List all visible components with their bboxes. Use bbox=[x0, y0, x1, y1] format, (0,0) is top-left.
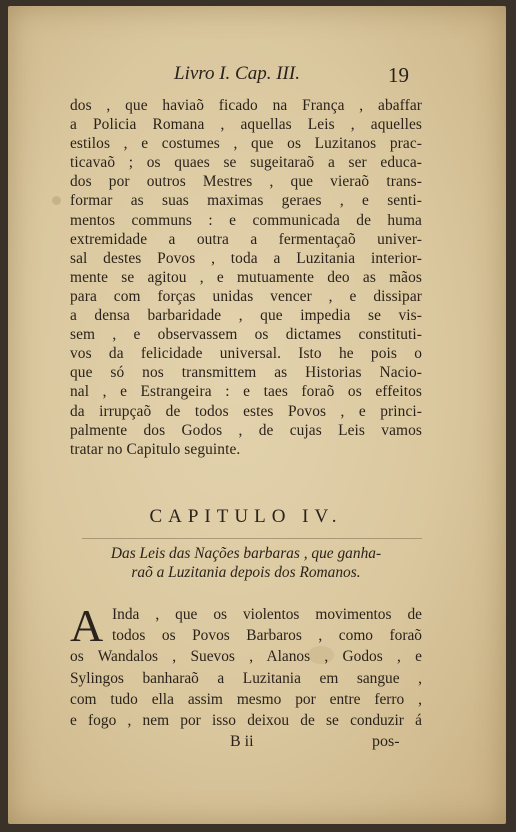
text-line: com tudo ella assim mesmo por entre ferro , bbox=[70, 690, 422, 708]
text-line: a densa barbaridade , que impedia se vis- bbox=[70, 307, 422, 325]
text-line: formar as suas maximas geraes , e senti- bbox=[70, 192, 422, 210]
text-line: e fogo , nem por isso deixou de se conduzir á bbox=[70, 712, 422, 730]
chapter-subtitle bbox=[70, 544, 422, 582]
book-page bbox=[8, 6, 506, 824]
page-number: 19 bbox=[388, 63, 409, 87]
subtitle-line: Das Leis das Nações barbaras , que ganha- bbox=[110, 545, 382, 562]
text-line: dos por outros Mestres , que vieraõ trans- bbox=[70, 173, 422, 191]
subtitle-line: raõ a Luzitania depois dos Romanos. bbox=[131, 564, 361, 581]
text-line: dos , que haviaõ ficado na França , abaffar bbox=[70, 97, 422, 114]
text-line: para com forças unidas vencer , e dissipar bbox=[70, 287, 422, 305]
text-line: a Policia Romana , aquellas Leis , aquelles bbox=[70, 116, 422, 134]
text-line: todos os Povos Barbaros , como foraõ bbox=[112, 627, 422, 645]
chapter-heading: CAPITULO IV. bbox=[149, 506, 343, 527]
text-line: mentos communs : e communicada de huma bbox=[70, 211, 422, 229]
text-line: Inda , que os violentos movimentos de bbox=[112, 606, 422, 623]
text-line: sem , e observassem os dictames constituti- bbox=[70, 326, 422, 344]
text-line: que só nos transmittem as Historias Nacio- bbox=[70, 364, 422, 382]
text-line: os Wandalos , Suevos , Alanos , Godos , e bbox=[70, 648, 422, 666]
catchword: pos- bbox=[372, 733, 400, 750]
divider bbox=[82, 538, 422, 539]
paragraph-continued bbox=[70, 96, 422, 459]
foxing-spot bbox=[52, 196, 61, 205]
text-line: estilos , e costumes , que os Luzitanos prac- bbox=[70, 135, 422, 153]
text-line: tratar no Capitulo seguinte. bbox=[70, 440, 241, 458]
chapter-paragraph bbox=[70, 600, 422, 731]
text-line: ticavaõ ; os quaes se sugeitaraõ a ser educa- bbox=[70, 154, 422, 172]
text-line: mente se agitou , e mutuamente deo as mãos bbox=[70, 268, 422, 286]
drop-cap: A bbox=[70, 600, 104, 651]
text-line: nal , e Estrangeira : e taes foraõ os effeitos bbox=[70, 383, 422, 401]
page-header bbox=[8, 63, 506, 93]
text-line: extremidade a outra a fermentaçaõ univer- bbox=[70, 230, 422, 248]
text-line: sal destes Povos , toda a Luzitania interior- bbox=[70, 249, 422, 267]
text-line: Sylingos banharaõ a Luzitania em sangue , bbox=[70, 669, 422, 687]
page-footer bbox=[8, 733, 506, 759]
text-line: vos da felicidade universal. Isto he pois o bbox=[70, 345, 422, 363]
signature-mark: B ii bbox=[230, 733, 254, 750]
running-title: Livro I. Cap. III. bbox=[174, 63, 300, 84]
text-line: da irrupçaõ de todos estes Povos , e princi- bbox=[70, 402, 422, 420]
text-line: palmente dos Godos , de cujas Leis vamos bbox=[70, 421, 422, 439]
